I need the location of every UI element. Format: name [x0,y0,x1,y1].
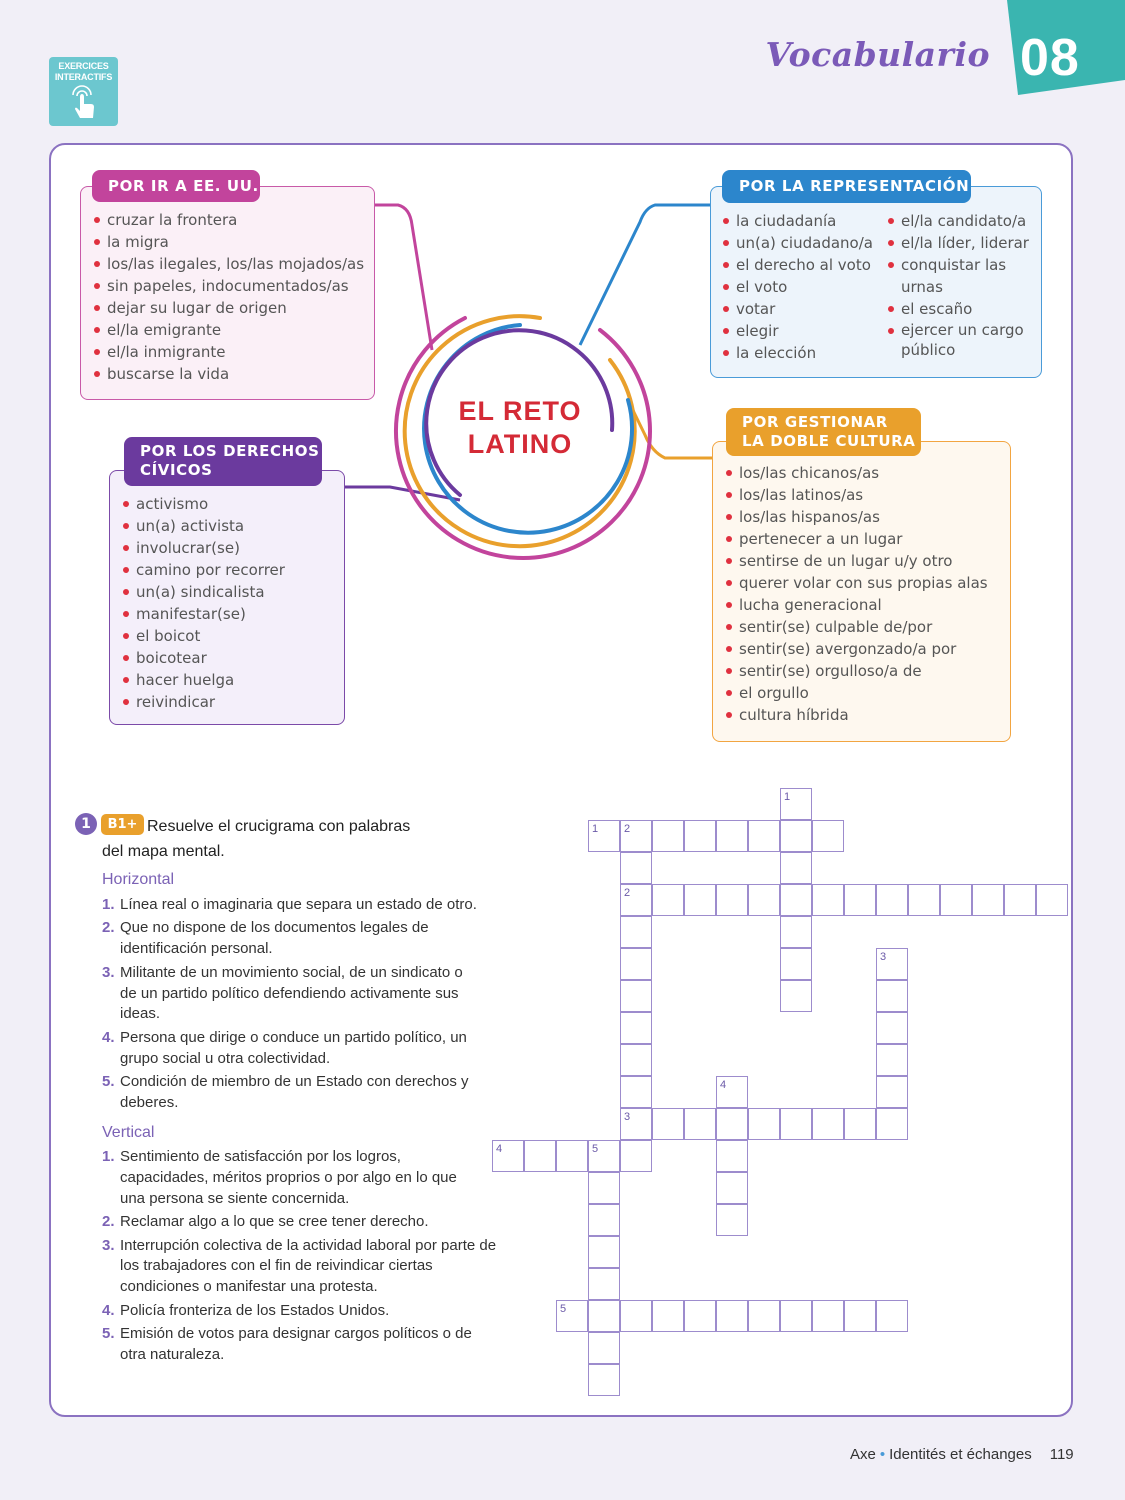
crossword-cell[interactable] [716,1172,748,1204]
clue-number: 2. [102,919,115,937]
crossword-clue-number: 2 [624,823,631,835]
crossword-cell[interactable] [780,884,812,916]
list-item: manifestar(se) [123,603,285,625]
list-item: un(a) sindicalista [123,581,285,603]
crossword-cell[interactable] [780,820,812,852]
clue-number: 5. [102,1325,115,1343]
crossword-clue-number: 4 [720,1079,727,1091]
list-item: elegir [723,320,873,342]
crossword-cell[interactable] [684,1300,716,1332]
footer-axis: Axe [850,1446,876,1463]
list-item: el derecho al voto [723,254,873,276]
crossword-cell[interactable] [588,1332,620,1364]
crossword-cell[interactable] [940,884,972,916]
list-item: involucrar(se) [123,537,285,559]
horizontal-clues [102,895,492,1116]
clue-item [102,918,460,960]
list-item: votar [723,298,873,320]
list-item: el voto [723,276,873,298]
badge-line1: EXERCICES [58,61,109,71]
box-por-ir [80,186,375,400]
crossword-cell[interactable] [716,820,748,852]
list-item: sentir(se) orgulloso/a de [726,660,988,682]
list-item: la migra [94,231,364,253]
box-representacion-col2 [888,210,1038,360]
crossword-cell[interactable] [812,884,844,916]
vertical-heading: Vertical [102,1124,155,1141]
crossword-clue-number: 1 [784,791,791,803]
list-item: boicotear [123,647,285,669]
crossword-cell[interactable] [844,1108,876,1140]
clue-text: Militante de un movimiento social, de un sindicato o de un partido político defendiendo activamente sus ideas. [120,963,463,1023]
box-por-ir-title: POR IR A EE. UU. [92,170,260,202]
list-item: querer volar con sus propias alas [726,572,988,594]
crossword-cell[interactable] [588,1300,620,1332]
level-badge: B1+ [101,814,144,835]
box-derechos-title [124,437,322,486]
crossword-cell[interactable] [716,1140,748,1172]
crossword-cell[interactable] [588,1236,620,1268]
exercise-instruction-line1: Resuelve el crucigrama con palabras [147,818,411,835]
crossword-cell[interactable] [684,820,716,852]
crossword-cell[interactable] [844,884,876,916]
crossword-cell[interactable] [716,1108,748,1140]
box-representacion [710,186,1042,378]
list-item: sentir(se) avergonzado/a por [726,638,988,660]
clue-number: 3. [102,1236,115,1254]
crossword-cell[interactable] [876,1108,908,1140]
crossword-cell[interactable] [812,820,844,852]
clue-text: Condición de miembro de un Estado con derechos y deberes. [120,1073,469,1111]
crossword-cell[interactable] [748,1108,780,1140]
list-item: reivindicar [123,691,285,713]
clue-item [102,963,480,1025]
crossword-cell[interactable] [748,884,780,916]
crossword-cell[interactable] [748,1300,780,1332]
clue-text: Interrupción colectiva de la actividad laboral por parte de los trabajadores con el fin de reivindicar ciertas condiciones o manifestar una protesta. [120,1236,497,1296]
clue-text: Emisión de votos para designar cargos políticos o de otra naturaleza. [120,1325,472,1363]
clue-number: 5. [102,1073,115,1091]
list-item: hacer huelga [123,669,285,691]
crossword-cell[interactable] [844,1300,876,1332]
footer-bullet: • [879,1446,886,1463]
box-doble-cultura [712,441,1011,742]
list-item: conquistar las urnas [888,254,1021,298]
crossword-cell[interactable] [1004,884,1036,916]
crossword-cell[interactable] [876,1300,908,1332]
clue-number: 1. [102,1148,115,1165]
crossword-cell[interactable] [524,1140,556,1172]
crossword-cell[interactable] [876,980,908,1012]
crossword-cell[interactable] [588,1204,620,1236]
clue-number: 1. [102,896,115,913]
crossword-cell[interactable] [588,1364,620,1396]
crossword-clue-number: 3 [624,1111,631,1123]
clue-text: Reclamar algo a lo que se cree tener derecho. [120,1213,429,1231]
list-item: el escaño [888,298,1038,320]
list-item: buscarse la vida [94,363,364,385]
clue-text: Persona que dirige o conduce un partido político, un grupo social u otra colectividad. [120,1028,467,1067]
clue-item [102,1072,480,1114]
list-item: sin papeles, indocumentados/as [94,275,364,297]
section-title: Vocabulario [765,35,990,74]
crossword-cell[interactable] [620,1076,652,1108]
list-item: los/las hispanos/as [726,506,988,528]
clue-item [102,1212,492,1233]
list-item: la elección [723,342,873,364]
box-doble-cultura-title-line2: LA DOBLE CULTURA [742,432,916,450]
clue-number: 3. [102,963,115,981]
crossword-clue-number: 5 [560,1303,567,1315]
box-derechos-title-line1: POR LOS DERECHOS [140,442,320,460]
crossword-cell[interactable] [652,1108,684,1140]
crossword-cell[interactable] [684,884,716,916]
clue-text: Sentimiento de satisfacción por los logros, capacidades, méritos proprios o por algo en lo que una persona se siente concernida. [120,1148,457,1207]
list-item: ejercer un cargo público [888,320,1031,360]
crossword-cell[interactable] [620,852,652,884]
chapter-number: 08 [1020,29,1080,87]
crossword-cell[interactable] [588,1268,620,1300]
crossword-cell[interactable] [780,916,812,948]
clue-number: 2. [102,1213,115,1231]
crossword-cell[interactable] [716,884,748,916]
crossword-cell[interactable] [620,916,652,948]
crossword-cell[interactable] [1036,884,1068,916]
crossword-cell[interactable] [556,1140,588,1172]
box-derechos-civicos [109,470,345,725]
crossword-cell[interactable] [748,820,780,852]
crossword-cell[interactable] [620,1140,652,1172]
list-item: camino por recorrer [123,559,285,581]
list-item: los/las chicanos/as [726,462,988,484]
crossword-cell[interactable] [780,948,812,980]
list-item: sentir(se) culpable de/por [726,616,988,638]
clue-number: 4. [102,1028,115,1046]
page-number: 119 [1049,1446,1074,1463]
clue-item [102,1236,505,1298]
crossword-cell[interactable] [716,1300,748,1332]
list-item: los/las latinos/as [726,484,988,506]
vertical-clues [102,1147,497,1368]
crossword-clue-number: 2 [624,887,631,899]
box-derechos-list [123,493,285,713]
list-item: los/las ilegales, los/las mojados/as [94,253,364,275]
list-item: sentirse de un lugar u/y otro [726,550,988,572]
crossword-cell[interactable] [620,1044,652,1076]
crossword-cell[interactable] [716,1204,748,1236]
crossword-cell[interactable] [652,1300,684,1332]
crossword-cell[interactable] [620,1300,652,1332]
crossword-cell[interactable] [620,980,652,1012]
crossword-cell[interactable] [780,1300,812,1332]
crossword-cell[interactable] [620,948,652,980]
crossword-cell[interactable] [684,1108,716,1140]
list-item: cruzar la frontera [94,209,364,231]
crossword-cell[interactable] [876,1076,908,1108]
crossword-cell[interactable] [876,1044,908,1076]
list-item: activismo [123,493,285,515]
list-item: lucha generacional [726,594,988,616]
list-item: el/la inmigrante [94,341,364,363]
list-item: dejar su lugar de origen [94,297,364,319]
center-line2: LATINO [467,429,573,459]
list-item: pertenecer a un lugar [726,528,988,550]
list-item: el/la candidato/a [888,210,1038,232]
horizontal-heading: Horizontal [102,871,175,888]
page-footer [850,1446,1074,1463]
crossword-cell[interactable] [588,1172,620,1204]
clue-text: Policía fronteriza de los Estados Unidos. [120,1301,390,1319]
mindmap-center-title [450,395,590,461]
box-derechos-title-line2: CÍVICOS [140,461,213,479]
list-item: el orgullo [726,682,988,704]
crossword-clue-number: 4 [496,1143,503,1155]
crossword-clue-number: 1 [592,823,599,835]
list-item: cultura híbrida [726,704,988,726]
clue-item [102,1324,480,1366]
list-item: la ciudadanía [723,210,873,232]
crossword-clue-number: 3 [880,951,887,963]
list-item: un(a) ciudadano/a [723,232,873,254]
exercise-number: 1 [75,813,97,835]
badge-line2: INTERACTIFS [54,72,113,82]
box-doble-cultura-list [726,462,988,726]
crossword-cell[interactable] [908,884,940,916]
center-line1: EL RETO [458,396,582,426]
crossword-cell[interactable] [780,852,812,884]
crossword-cell[interactable] [876,1012,908,1044]
crossword-clue-number: 5 [592,1143,599,1155]
crossword-cell[interactable] [652,820,684,852]
clue-text: Que no dispone de los documentos legales de identificación personal. [120,919,429,958]
list-item: un(a) activista [123,515,285,537]
crossword-cell[interactable] [876,884,908,916]
clue-item [102,1301,492,1322]
crossword-cell[interactable] [652,884,684,916]
crossword-cell[interactable] [812,1300,844,1332]
list-item: el boicot [123,625,285,647]
list-item: el/la emigrante [94,319,364,341]
box-doble-cultura-title [726,408,921,456]
box-doble-cultura-title-line1: POR GESTIONAR [742,413,888,431]
exercise-instruction-line2: del mapa mental. [102,843,225,860]
box-por-ir-list [94,209,364,385]
crossword-cell[interactable] [780,1108,812,1140]
footer-theme: Identités et échanges [889,1446,1032,1463]
clue-item [102,1147,460,1209]
clue-text: Línea real o imaginaria que separa un estado de otro. [120,896,477,913]
box-representacion-col1 [723,210,873,364]
box-representacion-title: POR LA REPRESENTACIÓN [722,170,971,203]
clue-item [102,895,492,916]
crossword-cell[interactable] [812,1108,844,1140]
crossword-cell[interactable] [620,1012,652,1044]
list-item: el/la líder, liderar [888,232,1038,254]
crossword-cell[interactable] [972,884,1004,916]
clue-item [102,1028,480,1070]
crossword-cell[interactable] [780,980,812,1012]
clue-number: 4. [102,1301,115,1319]
